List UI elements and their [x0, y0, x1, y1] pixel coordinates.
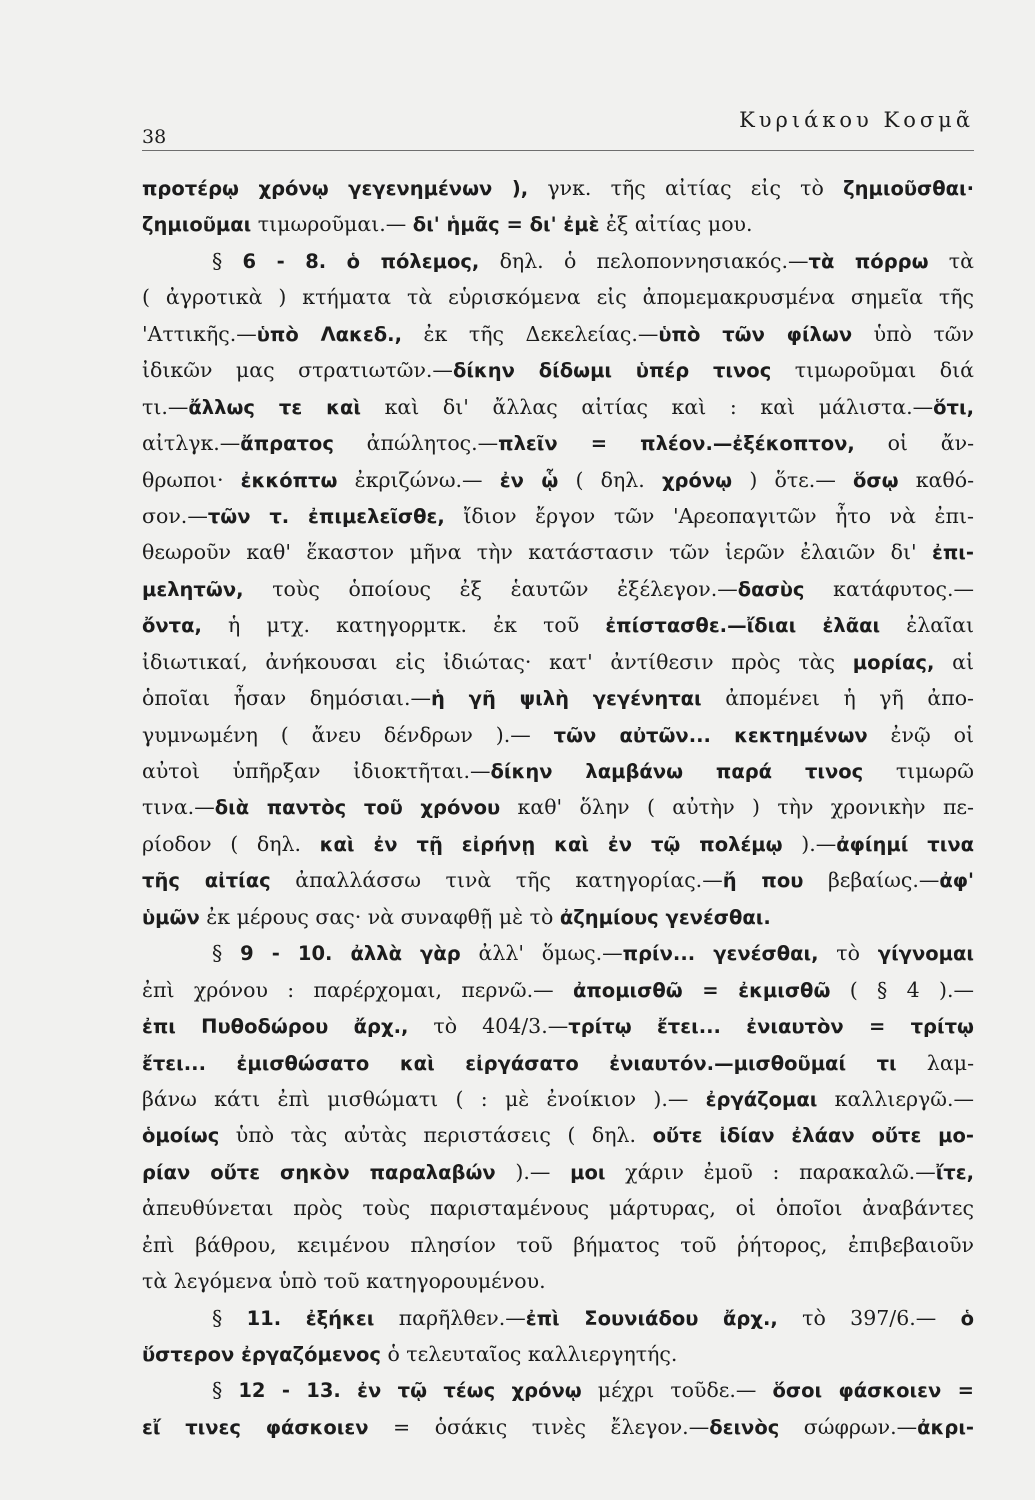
lemma-term: τῆς αἰτίας: [142, 869, 271, 893]
gloss-text: ἴδιον ἔργον τῶν 'Αρεοπαγιτῶν ἦτο νὰ ἐπι-: [444, 503, 974, 528]
lemma-term: μοι: [570, 1160, 606, 1184]
lemma-term: τῶν τ. ἐπιμελεῖσθε,: [207, 504, 445, 528]
text-line: [142, 498, 974, 534]
page-header: [142, 102, 974, 148]
lemma-term: ὁμοίως: [142, 1124, 220, 1148]
gloss-text: βεβαίως.—: [803, 868, 940, 893]
text-line: [142, 862, 974, 898]
gloss-text: καὶ δι' ἄλλας αἰτίας καὶ : καὶ μάλιστα.—: [360, 394, 934, 419]
gloss-text: ἐνῷ οἱ: [867, 722, 974, 747]
text-line: [142, 389, 974, 425]
lemma-term: ρίαν οὔτε σηκὸν παραλαβών: [142, 1160, 496, 1184]
page-number: 38: [142, 126, 167, 148]
gloss-text: παρῆλθεν.—: [374, 1305, 526, 1330]
header-rule: [142, 150, 974, 151]
lemma-term: δασὺς: [737, 577, 805, 601]
gloss-text: τὸ: [818, 941, 878, 966]
gloss-text: αἰτλγκ.—: [142, 431, 241, 456]
gloss-text: ὁποῖαι ἦσαν δημόσιαι.—: [142, 686, 431, 711]
lemma-term: 11. ἐξήκει: [246, 1306, 375, 1330]
lemma-term: 9 - 10. ἀλλὰ γὰρ: [240, 942, 461, 966]
text-line: [142, 1117, 974, 1153]
lemma-term: μισθοῦμαί τι: [733, 1051, 897, 1075]
lemma-term: καὶ ἐν τῇ εἰρήνῃ καὶ ἐν τῷ πολέμῳ: [319, 832, 783, 856]
text-line: [142, 206, 974, 242]
gloss-text: ρίοδον ( δηλ.: [142, 831, 320, 856]
gloss-text: ὁ τελευταῖος καλλιεργητής.: [380, 1342, 678, 1366]
gloss-text: ἡ μτχ. κατηγορμτκ. ἐκ τοῦ: [201, 613, 606, 638]
lemma-term: δι' ἡμᾶς = δι' ἐμὲ: [412, 213, 600, 237]
lemma-term: ἐργάζομαι: [705, 1087, 818, 1111]
text-line: [142, 1081, 974, 1117]
text-line: [142, 1409, 974, 1445]
text-line: [142, 534, 974, 570]
gloss-text: τὰ: [928, 248, 974, 273]
gloss-text: ὑπὸ τῶν: [852, 321, 974, 346]
lemma-term: τρίτῳ ἔτει... ἐνιαυτὸν = τρίτῳ: [568, 1015, 975, 1039]
text-line: [142, 316, 974, 352]
text-line: [142, 243, 974, 279]
gloss-text: δηλ. ὁ πελοποννησιακός.—: [479, 248, 809, 273]
lemma-term: οὔτε ἰδίαν ἐλάαν οὔτε μο-: [652, 1124, 975, 1148]
lemma-term: ἐπι-: [932, 541, 974, 565]
lemma-term: ὄντα,: [142, 614, 202, 638]
lemma-term: ὅσῳ: [853, 468, 899, 492]
running-title: Κυριάκου Κοσμᾶ: [739, 108, 974, 132]
text-line: [142, 462, 974, 498]
lemma-term: τῶν αὐτῶν... κεκτημένων: [553, 723, 868, 747]
text-line: [142, 680, 974, 716]
text-line: [142, 972, 974, 1008]
gloss-text: θρωποι·: [142, 467, 241, 492]
lemma-term: ἀζημίους γενέσθαι.: [559, 905, 771, 929]
gloss-text: καθ' ὅλην ( αὐτὴν ) τὴν χρονικὴν πε-: [500, 795, 974, 820]
gloss-text: ἀπομένει ἡ γῆ ἀπο-: [701, 686, 974, 711]
lemma-term: ἐν ᾧ: [499, 468, 559, 492]
gloss-text: κατάφυτος.—: [804, 576, 975, 601]
lemma-term: τὰ πόρρω: [808, 249, 929, 273]
text-line: [142, 571, 974, 607]
gloss-text: μέχρι τοῦδε.—: [581, 1378, 773, 1403]
gloss-text: 'Αττικῆς.—: [142, 321, 257, 346]
gloss-text: οἱ ἄν-: [854, 431, 974, 456]
lemma-term: ὑπὸ τῶν φίλων: [658, 322, 853, 346]
text-line: [142, 753, 974, 789]
gloss-text: χάριν ἐμοῦ : παρακαλῶ.—: [605, 1159, 936, 1184]
text-line: [142, 1045, 974, 1081]
text-line: [142, 899, 974, 935]
gloss-text: ἐπὶ χρόνου : παρέρχομαι, περνῶ.—: [142, 977, 573, 1002]
gloss-text: τὸ 404/3.—: [408, 1014, 569, 1039]
gloss-text: τὸ 397/6.—: [777, 1305, 961, 1330]
gloss-text: τι.—: [142, 394, 189, 419]
gloss-text: τοὺς ὁποίους ἐξ ἑαυτῶν ἐξέλεγον.—: [243, 576, 738, 601]
lemma-term: γίγνομαι: [877, 942, 974, 966]
text-line: [142, 1336, 974, 1372]
gloss-text: ).—: [782, 831, 837, 856]
gloss-text: ἐλαῖαι: [880, 613, 975, 638]
gloss-text: ἐκ τῆς Δεκελείας.—: [401, 321, 659, 346]
lemma-term: δεινὸς: [709, 1415, 780, 1439]
lemma-term: ὅσοι φάσκοιεν =: [772, 1379, 974, 1403]
gloss-text: ( § 4 ).—: [830, 977, 974, 1002]
lemma-term: ἄπρατος: [240, 432, 334, 456]
lemma-term: ἐπὶ Σουνιάδου ἄρχ.,: [525, 1306, 778, 1330]
gloss-text: §: [212, 1305, 247, 1330]
gloss-text: σον.—: [142, 503, 208, 528]
lemma-term: ὑπὸ Λακεδ.,: [256, 322, 402, 346]
gloss-text: ).—: [495, 1159, 571, 1184]
gloss-text: ὑπὸ τὰς αὐτὰς περιστάσεις ( δηλ.: [219, 1123, 653, 1148]
text-line: [142, 170, 974, 206]
lemma-term: προτέρῳ χρόνῳ γεγενημένων ),: [142, 177, 529, 200]
gloss-text: ἐκ μέρους σας· νὰ συναφθῇ μὲ τὸ: [199, 904, 560, 929]
lemma-term: ζημιοῦμαι: [142, 213, 252, 237]
gloss-text: §: [212, 1378, 239, 1403]
gloss-text: ( ἀγροτικὰ ) κτήματα τὰ εὑρισκόμενα εἰς ἀπομεμακρυσμένα σημεῖα τῆς: [142, 285, 974, 310]
gloss-text: ἀπαλλάσσω τινὰ τῆς κατηγορίας.—: [270, 868, 723, 893]
gloss-text: ἐκριζώνω.—: [337, 467, 500, 492]
lemma-term: ἐπίστασθε.—ἴδιαι ἐλᾶαι: [605, 614, 881, 638]
text-line: [142, 1372, 974, 1408]
lemma-term: πλεῖν = πλέον.—ἐξέκοπτον,: [498, 432, 855, 456]
lemma-term: διὰ παντὸς τοῦ χρόνου: [214, 796, 501, 820]
lemma-term: ἴτε,: [935, 1160, 975, 1184]
gloss-text: θεωροῦν καθ' ἕκαστον μῆνα τὴν κατάστασιν τῶν ἱερῶν ἐλαιῶν δι': [142, 540, 933, 565]
text-line: [142, 1008, 974, 1044]
text-line: [142, 717, 974, 753]
gloss-text: βάνω κάτι ἐπὶ μισθώματι ( : μὲ ἐνοίκιον ).—: [142, 1086, 706, 1111]
text-line: [142, 1227, 974, 1263]
text-line: [142, 935, 974, 971]
gloss-text: ἀπευθύνεται πρὸς τοὺς παρισταμένους μάρτυρας, οἱ ὁποῖοι ἀναβάντες: [142, 1196, 974, 1221]
text-line: [142, 826, 974, 862]
gloss-text: = ὁσάκις τινὲς ἔλεγον.—: [368, 1414, 710, 1439]
commentary-text: [142, 170, 974, 1445]
text-line: [142, 425, 974, 461]
lemma-term: πρίν... γενέσθαι,: [622, 942, 819, 966]
lemma-term: ἄλλως τε καὶ: [188, 395, 361, 419]
lemma-term: ἀπομισθῶ = ἐκμισθῶ: [572, 978, 831, 1002]
gloss-text: ( δηλ.: [558, 467, 662, 492]
lemma-term: μορίας,: [852, 650, 935, 674]
lemma-term: ὅτι,: [933, 395, 975, 419]
text-line: [142, 1263, 974, 1299]
gloss-text: καθό-: [898, 467, 974, 492]
gloss-text: γυμνωμένη ( ἄνευ δένδρων ).—: [142, 722, 554, 747]
lemma-term: χρόνῳ: [661, 468, 733, 492]
lemma-term: ἀφ': [939, 869, 974, 893]
gloss-text: λαμ-: [896, 1050, 974, 1075]
gloss-text: ἐπὶ βάθρου, κειμένου πλησίον τοῦ βήματος τοῦ ῥήτορος, ἐπιβεβαιοῦν: [142, 1232, 974, 1257]
text-line: [142, 279, 974, 315]
lemma-term: 6 - 8. ὁ πόλεμος,: [242, 249, 480, 273]
lemma-term: ἡ γῆ ψιλὴ γεγένηται: [430, 687, 702, 711]
text-line: [142, 1190, 974, 1226]
lemma-term: ὁ: [960, 1306, 975, 1330]
lemma-term: δίκην λαμβάνω παρά τινος: [490, 760, 864, 783]
gloss-text: γνκ. τῆς αἰτίας εἰς τὸ: [528, 176, 844, 200]
gloss-text: τιμωροῦμαι διά: [771, 358, 974, 383]
gloss-text: τιμωροῦμαι.—: [251, 212, 413, 237]
gloss-text: ἐξ αἰτίας μου.: [599, 212, 753, 237]
lemma-term: ἐκκόπτω: [240, 468, 338, 492]
text-line: [142, 1300, 974, 1336]
gloss-text: §: [212, 941, 241, 966]
text-line: [142, 789, 974, 825]
gloss-text: ἰδικῶν μας στρατιωτῶν.—: [142, 358, 453, 383]
lemma-term: ἀκρι-: [917, 1415, 975, 1439]
lemma-term: ὑμῶν: [142, 905, 200, 929]
gloss-text: σώφρων.—: [779, 1414, 918, 1439]
lemma-term: ἐπι Πυθοδώρου ἄρχ.,: [142, 1015, 409, 1039]
lemma-term: ἔτει... ἐμισθώσατο καὶ εἰργάσατο ἐνιαυτόν.—: [142, 1051, 734, 1075]
gloss-text: καλλιεργῶ.—: [817, 1086, 975, 1111]
lemma-term: ὕστερον ἐργαζόμενος: [142, 1343, 381, 1366]
gloss-text: ) ὅτε.—: [732, 467, 853, 492]
gloss-text: αἱ: [934, 649, 974, 674]
lemma-term: 12 - 13. ἐν τῷ τέως χρόνῳ: [238, 1379, 582, 1403]
lemma-term: ζημιοῦσθαι·: [843, 177, 974, 200]
lemma-term: δίκην δίδωμι ὑπέρ τινος: [452, 359, 772, 383]
gloss-text: τιμωρῶ: [863, 759, 975, 783]
text-line: [142, 607, 974, 643]
gloss-text: τινα.—: [142, 795, 215, 820]
lemma-term: ἤ που: [722, 869, 804, 893]
gloss-text: ἀλλ' ὅμως.—: [460, 941, 623, 966]
gloss-text: §: [212, 248, 243, 273]
text-line: [142, 352, 974, 388]
gloss-text: τὰ λεγόμενα ὑπὸ τοῦ κατηγορουμένου.: [142, 1269, 546, 1294]
gloss-text: ἰδιωτικαί, ἀνήκουσαι εἰς ἰδιώτας· κατ' ἀντίθεσιν πρὸς τὰς: [142, 649, 853, 674]
text-line: [142, 644, 974, 680]
lemma-term: ἀφίημί τινα: [836, 832, 975, 856]
gloss-text: ἀπώλητος.—: [333, 431, 499, 456]
lemma-term: μελητῶν,: [142, 577, 244, 601]
text-line: [142, 1154, 974, 1190]
lemma-term: εἴ τινες φάσκοιεν: [142, 1415, 369, 1439]
gloss-text: αὐτοὶ ὑπῆρξαν ἰδιοκτῆται.—: [142, 759, 491, 783]
